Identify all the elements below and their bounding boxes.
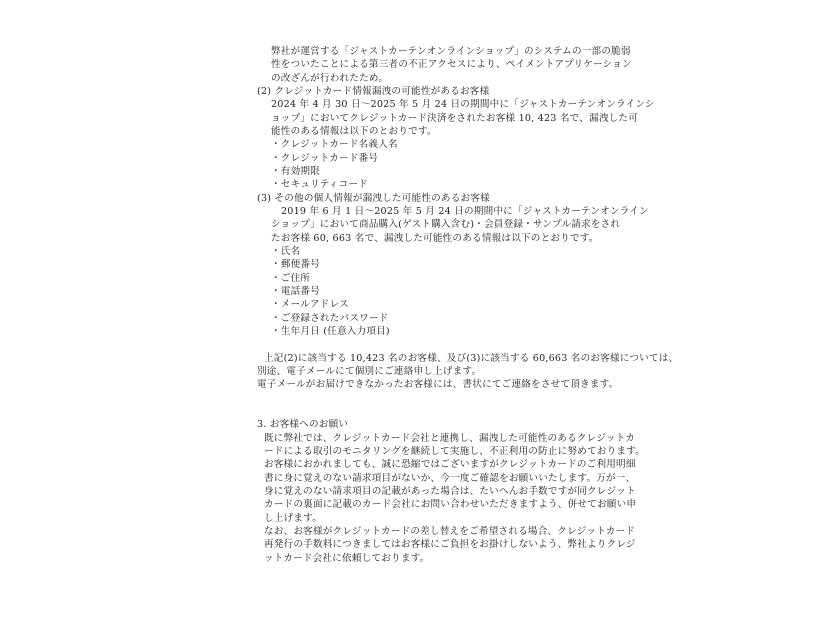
section-2-body-line: 能性のある情報は以下のとおりです。 — [271, 126, 437, 137]
section-2-list-item: ・クレジットカード名義人名 — [271, 139, 398, 150]
request-paragraph-line: なお、お客様がクレジットカードの差し替えをご希望される場合、クレジットカード — [264, 526, 636, 537]
section-3-list-item: ・ご登録されたパスワード — [271, 313, 389, 324]
section-2-list-item: ・セキュリティコード — [271, 179, 368, 190]
section-3-body-line: ショップ」において商品購入(ゲスト購入含む)・会員登録・サンプル請求をされ — [271, 219, 621, 230]
section-3-heading: (3) その他の個人情報が漏洩した可能性のあるお客様 — [257, 193, 490, 204]
request-paragraph-line: 書に身に覚えのない請求項目がないか、今一度ご確認をお願いいたします。万が一、 — [264, 473, 636, 484]
section-3-list-item: ・メールアドレス — [271, 299, 349, 310]
section-3-body-line: 2019 年 6 月 1 日～2025 年 5 月 24 日の期間中に「ジャストカーテンオンライン — [281, 206, 649, 217]
section-3-body-line: たお客様 60, 663 名で、漏洩した可能性のある情報は以下のとおりです。 — [271, 233, 599, 244]
cause-line: の改ざんが行われたため。 — [271, 73, 389, 84]
section-3-list-item: ・氏名 — [271, 246, 301, 257]
notice-line: 電子メールがお届けできなかったお客様には、書状にてご連絡をさせて頂きます。 — [257, 379, 619, 390]
request-paragraph-line: カードの裏面に記載のカード会社にお問い合わせいただきますよう、併せてお願い申 — [264, 499, 637, 510]
section-2-list-item: ・クレジットカード番号 — [271, 153, 379, 164]
request-paragraph-line: ットカード会社に依頼しております。 — [264, 553, 430, 564]
request-paragraph-line: 再発行の手数料につきましてはお客様にご負担をお掛けしないよう、弊社よりクレジ — [264, 539, 636, 550]
section-2-list-item: ・有効期限 — [271, 166, 320, 177]
cause-line: 弊社が運営する「ジャストカーテンオンラインショップ」のシステムの一部の脆弱 — [271, 46, 631, 57]
section-2-body-line: 2024 年 4 月 30 日～2025 年 5 月 24 日の期間中に「ジャストカーテンオンラインシ — [271, 99, 655, 110]
request-heading: 3. お客様へのお願い — [257, 419, 349, 430]
request-paragraph-line: お客様におかれましても、誠に恐縮ではございますがクレジットカードのご利用明細 — [264, 459, 636, 470]
section-2-body-line: ョップ」においてクレジットカード決済をされたお客様 10, 423 名で、漏洩した可 — [271, 113, 638, 124]
section-2-heading: (2) クレジットカード情報漏洩の可能性があるお客様 — [257, 86, 490, 97]
notice-line: 別途、電子メールにて個別にご連絡申し上げます。 — [257, 366, 482, 377]
request-paragraph-line: 既に弊社では、クレジットカード会社と連携し、漏洩した可能性のあるクレジットカ — [264, 433, 636, 444]
request-paragraph-line: ードによる取引のモニタリングを継続して実施し、不正利用の防止に努めております。 — [264, 446, 645, 457]
section-3-list-item: ・郵便番号 — [271, 259, 320, 270]
section-3-list-item: ・電話番号 — [271, 286, 320, 297]
request-paragraph-line: 身に覚えのない請求項目の記載があった場合は、たいへんお手数ですが同クレジット — [264, 486, 636, 497]
section-3-list-item: ・ご住所 — [271, 273, 311, 284]
notice-line: 上記(2)に該当する 10,423 名のお客様、及び(3)に該当する 60,663 名のお客様については、 — [264, 353, 679, 364]
cause-line: 性をついたことによる第三者の不正アクセスにより、ペイメントアプリケーション — [271, 59, 632, 70]
request-paragraph-line: し上げます。 — [264, 513, 322, 524]
section-3-list-item: ・生年月日 (任意入力項目) — [271, 326, 390, 337]
